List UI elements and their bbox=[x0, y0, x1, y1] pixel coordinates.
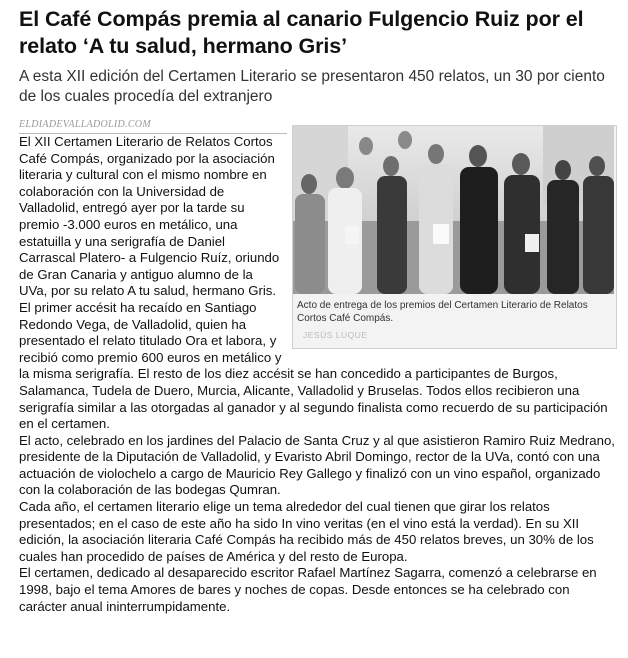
paragraph: El certamen, dedicado al desaparecido escritor Rafael Martínez Sagarra, comenzó a celebrarse en 1998, bajo el tema Amores de bares y noches de copas. Desde entonces se ha celebrado con carácter anual ininterrumpidamente. bbox=[19, 565, 597, 614]
photo-caption: Acto de entrega de los premios del Certamen Literario de Relatos Cortos Café Compás. bbox=[297, 300, 588, 324]
paragraph: El acto, celebrado en los jardines del Palacio de Santa Cruz y al que asistieron Ramiro Ruiz Medrano, presidente de la Diputación de Valladolid, y Evaristo Abril Domingo, rector de la UVa, contó con una actuación de violochelo a cargo de Mauricio Rey Gallego y finalizó con un vino español, organizado con la colaboración de las bodegas Qumran. bbox=[19, 432, 615, 498]
event-photo bbox=[293, 126, 614, 294]
article-body bbox=[19, 134, 617, 615]
headline: El Café Compás premia al canario Fulgencio Ruiz por el relato ‘A tu salud, hermano Gris’ bbox=[19, 7, 584, 58]
photo-credit: JESÚS LUQUE bbox=[303, 330, 368, 340]
paragraph: El primer accésit ha recaído en Santiago Redondo Vega, de Valladolid, quien ha presentado el relato titulado Ora et labora, y recibió como premio 600 euros en metálico y la misma serigrafía. El resto de los diez accésit se han concedido a participantes de Burgos, Salamanca, Tudela de Duero, Murcia, Alicante, Valladolid y Bruselas. Todos ellos recibieron una serigrafía similar a las otorgadas al ganador y al segundo finalista como recuerdo de su participación en el certamen. bbox=[19, 299, 608, 432]
subtitle: A esta XII edición del Certamen Literario se presentaron 450 relatos, un 30 por ciento de los cuales procedía del extranjero bbox=[19, 68, 605, 105]
paragraph: El XII Certamen Literario de Relatos Cortos Café Compás, organizado por la asociación literaria y cultural con el mismo nombre en colaboración con la Universidad de Valladolid, entregó ayer por la tarde su premio -3.000 euros en metálico, una estatuilla y una serigrafía de Daniel Carrascal Platero- a Fulgencio Ruíz, oriundo de Gran Canaria y antiguo alumno de la UVa, por su relato A tu salud, hermano Gris. bbox=[19, 134, 280, 299]
article bbox=[19, 6, 617, 615]
paragraph: Cada año, el certamen literario elige un tema alrededor del cual tienen que girar los relatos presentados; en el caso de este año ha sido In vino veritas (en el vino está la verdad). En su XII edición, la asociación literaria Café Compás ha recibido más de 450 relatos breves, un 30% de los cuales han procedido de países de América y del resto de Europa. bbox=[19, 499, 594, 564]
source-label: ELDIADEVALLADOLID.COM bbox=[19, 119, 287, 134]
photo-figure bbox=[292, 125, 617, 349]
